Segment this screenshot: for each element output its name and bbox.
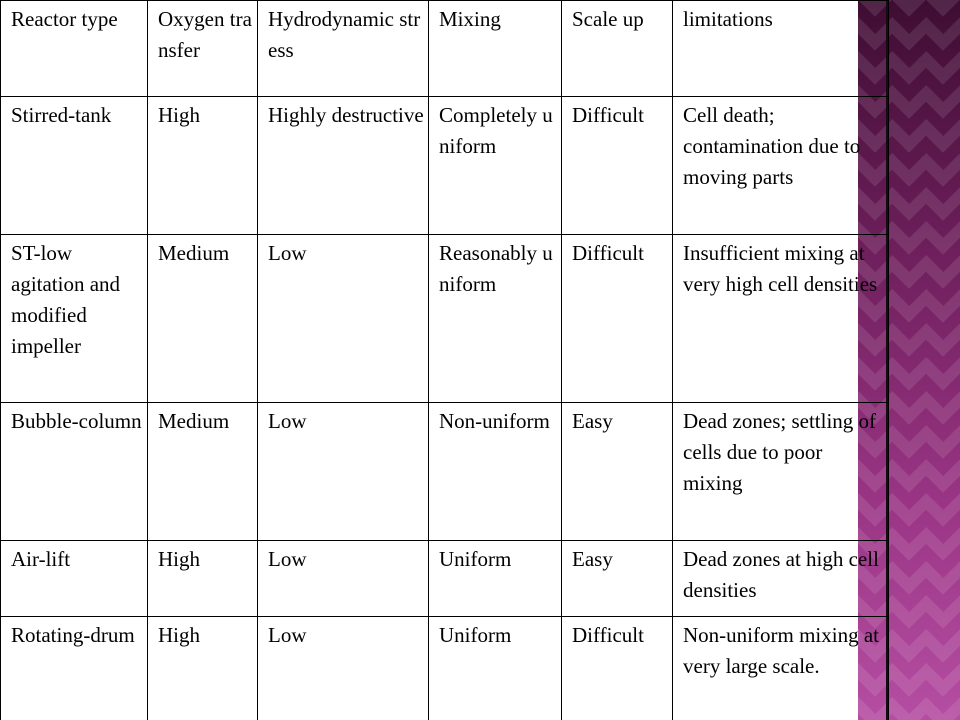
table-row <box>1 403 889 541</box>
header-scale-up: Scale up <box>562 1 673 97</box>
cell-hydrodynamic-stress: Low <box>258 403 429 541</box>
table-header-row <box>1 1 889 97</box>
cell-mixing: Completely uniform <box>429 97 562 235</box>
cell-reactor-type: Stirred-tank <box>1 97 148 235</box>
header-oxygen-transfer: Oxygen transfer <box>148 1 258 97</box>
cell-mixing: Reasonably uniform <box>429 235 562 403</box>
cell-hydrodynamic-stress: Highly destructive <box>258 97 429 235</box>
table-row <box>1 97 889 235</box>
cell-oxygen-transfer: Medium <box>148 403 258 541</box>
cell-mixing: Uniform <box>429 617 562 720</box>
cell-oxygen-transfer: High <box>148 97 258 235</box>
header-hydrodynamic-stress: Hydrodynamic stress <box>258 1 429 97</box>
table-row <box>1 235 889 403</box>
cell-scale-up: Difficult <box>562 235 673 403</box>
cell-hydrodynamic-stress: Low <box>258 235 429 403</box>
cell-scale-up: Difficult <box>562 617 673 720</box>
cell-oxygen-transfer: High <box>148 617 258 720</box>
header-reactor-type: Reactor type <box>1 1 148 97</box>
cell-hydrodynamic-stress: Low <box>258 541 429 617</box>
cell-reactor-type: ST-low agitation and modified impeller <box>1 235 148 403</box>
cell-reactor-type: Air-lift <box>1 541 148 617</box>
cell-scale-up: Easy <box>562 403 673 541</box>
cell-scale-up: Easy <box>562 541 673 617</box>
header-limitations: limitations <box>673 1 889 97</box>
cell-mixing: Uniform <box>429 541 562 617</box>
cell-scale-up: Difficult <box>562 97 673 235</box>
cell-reactor-type: Bubble-column <box>1 403 148 541</box>
header-mixing: Mixing <box>429 1 562 97</box>
table-row <box>1 617 889 720</box>
cell-mixing: Non-uniform <box>429 403 562 541</box>
cell-hydrodynamic-stress: Low <box>258 617 429 720</box>
cell-limitations: Non-uniform mixing at very large scale. <box>673 617 889 720</box>
cell-reactor-type: Rotating-drum <box>1 617 148 720</box>
table-row <box>1 541 889 617</box>
cell-limitations: Insufficient mixing at very high cell densities <box>673 235 889 403</box>
cell-oxygen-transfer: Medium <box>148 235 258 403</box>
cell-limitations: Cell death; contamination due to moving parts <box>673 97 889 235</box>
cell-limitations: Dead zones at high cell densities <box>673 541 889 617</box>
cell-limitations: Dead zones; settling of cells due to poor mixing <box>673 403 889 541</box>
cell-oxygen-transfer: High <box>148 541 258 617</box>
